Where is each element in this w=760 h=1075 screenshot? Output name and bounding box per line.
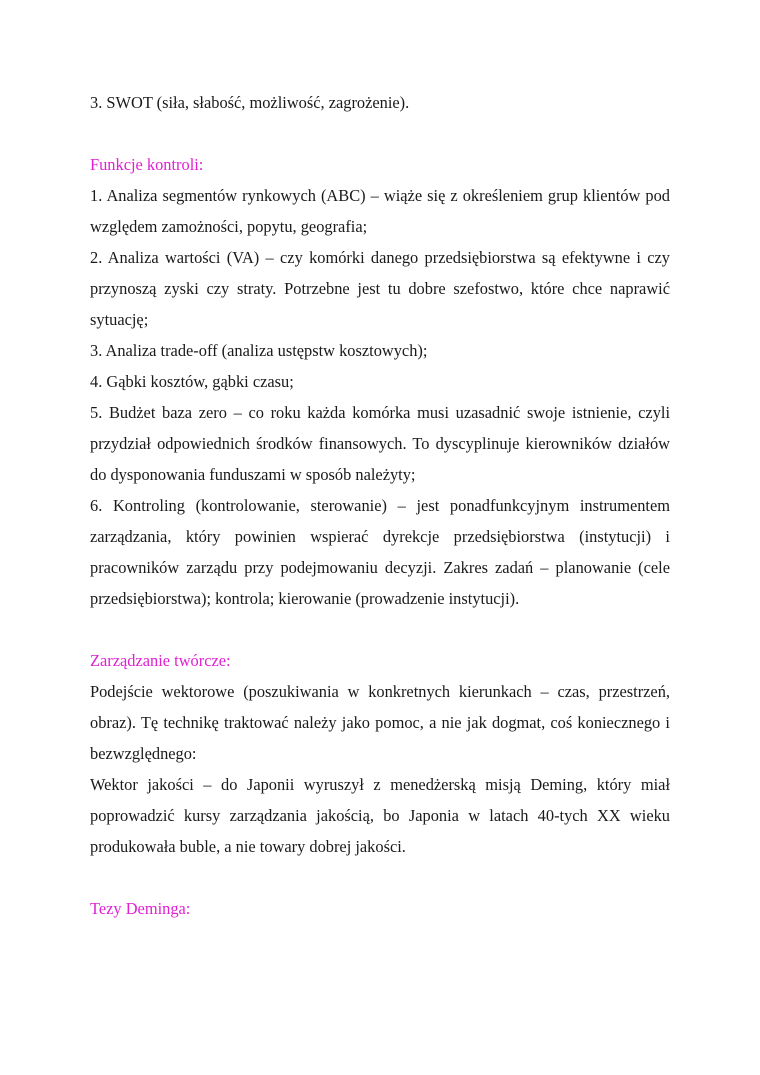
paragraph: Wektor jakości – do Japonii wyruszył z menedżerską misją Deming, który miał poprowadzić kursy zarządzania jakością, bo Japonia w latach 40-tych XX wieku produkowała buble, a nie towary dobrej jakości. bbox=[90, 775, 670, 856]
heading-tezy-deminga: Tezy Deminga: bbox=[90, 899, 191, 918]
heading-zarzadzanie-tworcze: Zarządzanie twórcze: bbox=[90, 651, 231, 670]
list-item: 2. Analiza wartości (VA) – czy komórki danego przedsiębiorstwa są efektywne i czy przynoszą zyski czy straty. Potrzebne jest tu dobre szefostwo, które chce naprawić sytuację; bbox=[90, 248, 670, 329]
paragraph: Podejście wektorowe (poszukiwania w konkretnych kierunkach – czas, przestrzeń, obraz). Tę technikę traktować należy jako pomoc, a nie jak dogmat, coś koniecznego i bezwzględnego: bbox=[90, 682, 670, 763]
list-item: 4. Gąbki kosztów, gąbki czasu; bbox=[90, 372, 294, 391]
list-item: 6. Kontroling (kontrolowanie, sterowanie) – jest ponadfunkcyjnym instrumentem zarządzania, który powinien wspierać dyrekcje przedsiębiorstwa (instytucji) i pracowników zarządu przy podejmowaniu decyzji. Zakres zadań – planowanie (cele przedsiębiorstwa); kontrola; kierowanie (prowadzenie instytucji). bbox=[90, 496, 670, 608]
swot-line: 3. SWOT (siła, słabość, możliwość, zagrożenie). bbox=[90, 93, 410, 112]
spacer bbox=[90, 862, 670, 893]
spacer bbox=[90, 614, 670, 645]
document-body bbox=[90, 87, 670, 924]
list-item: 5. Budżet baza zero – co roku każda komórka musi uzasadnić swoje istnienie, czyli przydział odpowiednich środków finansowych. To dyscyplinuje kierowników działów do dysponowania funduszami w sposób należyty; bbox=[90, 403, 670, 484]
heading-funkcje-kontroli: Funkcje kontroli: bbox=[90, 155, 204, 174]
spacer bbox=[90, 118, 670, 149]
list-item: 3. Analiza trade-off (analiza ustępstw kosztowych); bbox=[90, 341, 428, 360]
list-item: 1. Analiza segmentów rynkowych (ABC) – wiąże się z określeniem grup klientów pod względem zamożności, popytu, geografia; bbox=[90, 186, 670, 236]
